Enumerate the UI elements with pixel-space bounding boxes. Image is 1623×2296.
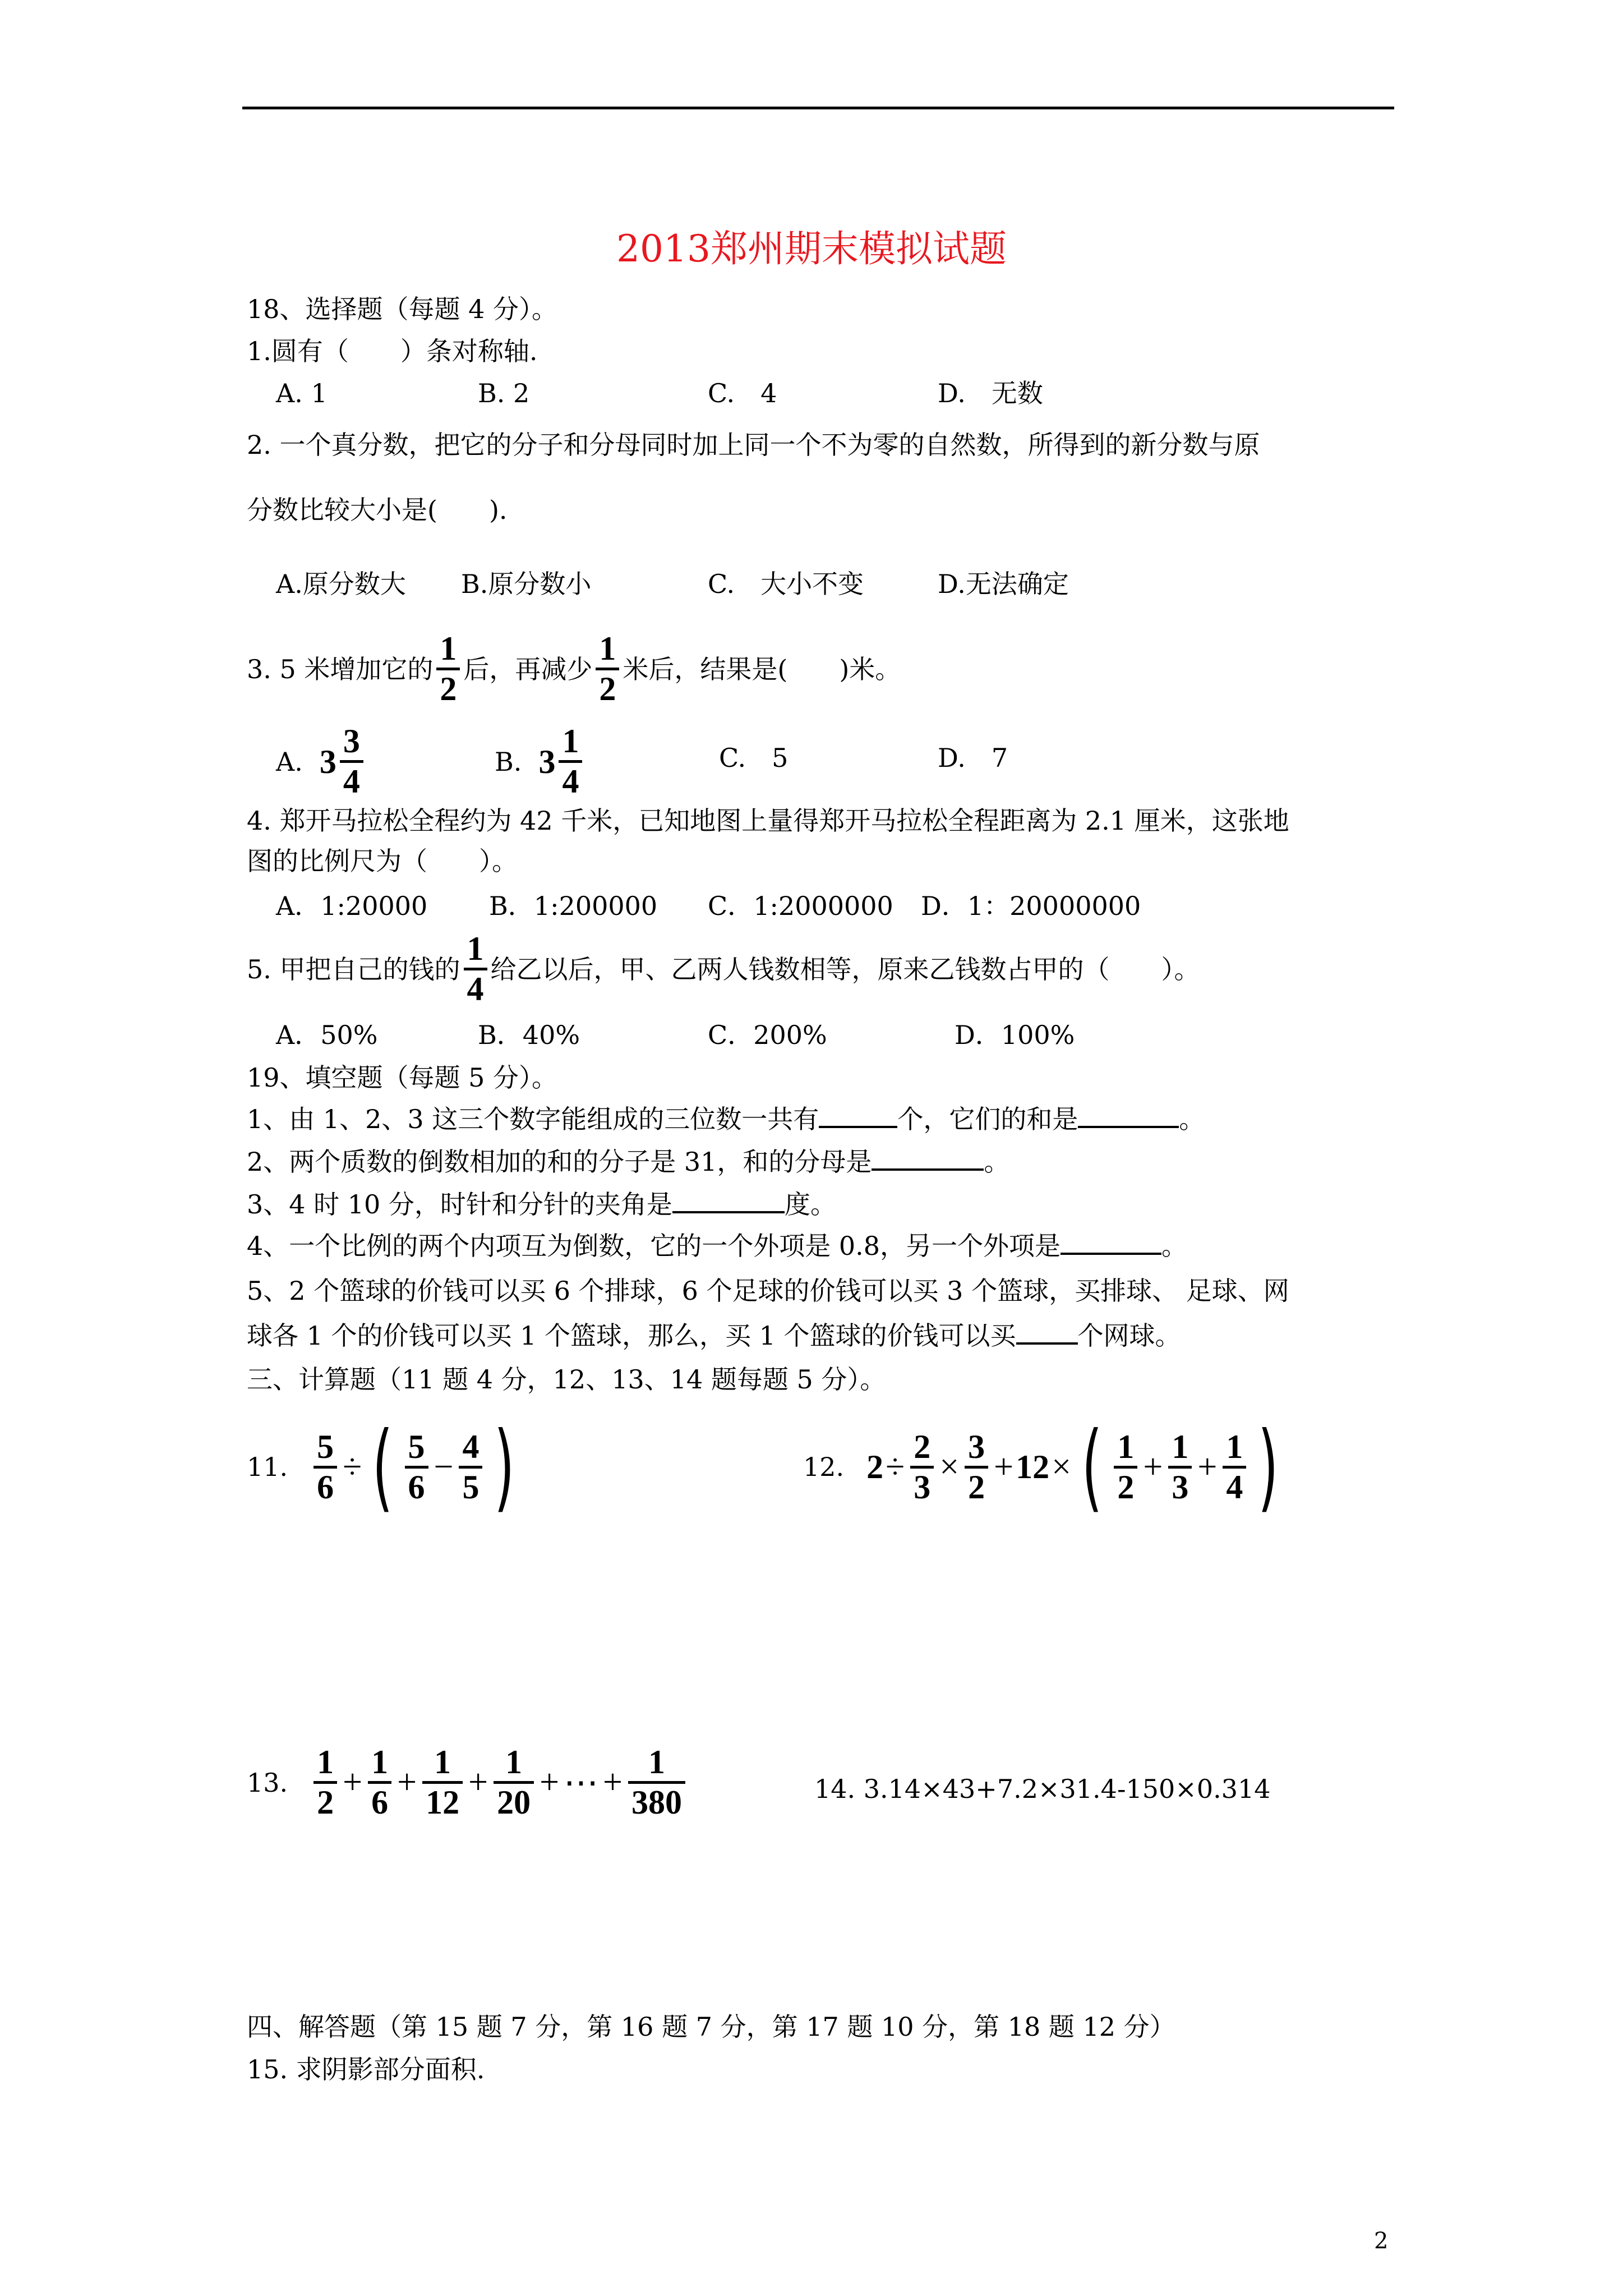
q3-option-c: C. 5 — [719, 743, 789, 773]
q3-a-fraction — [340, 724, 363, 799]
q13-f4-num: 1 — [505, 1743, 523, 1780]
q12-f1-den: 3 — [910, 1466, 934, 1505]
q13-ellipsis: ⋯ — [564, 1764, 599, 1802]
q13-frac-3 — [422, 1745, 463, 1820]
q11-op-divide: ÷ — [343, 1447, 362, 1486]
q13-plus-5: + — [603, 1763, 623, 1801]
fill-4-blank[interactable] — [1061, 1236, 1161, 1255]
section-4-heading: 四、解答题（第 15 题 7 分，第 16 题 7 分，第 17 题 10 分，第 18 题 12 分） — [247, 2012, 1175, 2042]
fill-3-part1: 3、4 时 10 分，时针和分针的夹角是 — [247, 1189, 672, 1220]
section-18-heading: 18、选择题（每题 4 分）。 — [247, 294, 558, 324]
fill-3 — [247, 1189, 836, 1220]
q2-stem-line2: 分数比较大小是( ). — [247, 495, 508, 525]
q12-f4-num: 1 — [1172, 1428, 1189, 1465]
q3-frac1-num: 1 — [440, 630, 457, 667]
fill-5-line1: 5、2 个篮球的价钱可以买 6 个排球，6 个足球的价钱可以买 3 个篮球，买排球、 足球、网 — [247, 1276, 1289, 1306]
q12-left-paren: ( — [1082, 1411, 1103, 1522]
q12-frac-4 — [1168, 1429, 1192, 1505]
q12-op-4: × — [1052, 1447, 1072, 1486]
q12-f2-num: 3 — [968, 1428, 985, 1465]
fill-2 — [247, 1149, 1009, 1175]
q12-label: 12. — [803, 1452, 845, 1482]
q3-stem-part1: 3. 5 米增加它的 — [247, 654, 434, 684]
fill-2-part2: 。 — [984, 1147, 1010, 1177]
q15-stem: 15. 求阴影部分面积. — [247, 2054, 485, 2085]
q11-label: 11. — [247, 1452, 288, 1482]
fill-5-part1: 球各 1 个的价钱可以买 1 个篮球，那么，买 1 个篮球的价钱可以买 — [247, 1320, 1016, 1351]
q13-f1-num: 1 — [317, 1743, 334, 1780]
q12-whole-1: 2 — [866, 1448, 884, 1485]
q5-option-d: D．100% — [955, 1020, 1075, 1050]
q12-f3-num: 1 — [1117, 1428, 1135, 1465]
calc-q12 — [803, 1411, 1287, 1522]
fill-3-part2: 度。 — [784, 1189, 836, 1220]
q13-f1-den: 2 — [313, 1781, 337, 1820]
q12-frac-5 — [1223, 1429, 1246, 1505]
q11-frac-3 — [459, 1429, 482, 1505]
q5-stem — [247, 931, 1200, 1007]
q3-option-d: D. 7 — [938, 743, 1008, 773]
fill-3-blank[interactable] — [672, 1194, 785, 1213]
q5-option-b: B．40% — [478, 1020, 580, 1050]
q3-b-fraction — [559, 724, 582, 799]
calc-q13 — [247, 1745, 689, 1820]
fill-1-blank-2[interactable] — [1078, 1109, 1179, 1128]
q11-op-minus: − — [434, 1447, 454, 1486]
fill-4-part2: 。 — [1161, 1231, 1188, 1261]
q11-f1-den: 6 — [313, 1466, 337, 1505]
q12-op-5: + — [1143, 1447, 1163, 1486]
fill-5-part2: 个网球。 — [1077, 1320, 1181, 1351]
q3-b-whole: 3 — [538, 743, 556, 780]
q13-f5-num: 1 — [648, 1743, 665, 1780]
fill-1-blank-1[interactable] — [819, 1109, 897, 1128]
q3-a-label: A. — [276, 746, 303, 777]
q11-f2-den: 6 — [405, 1466, 428, 1505]
q3-stem-part2: 后，再减少 — [463, 654, 593, 684]
q4-option-c: C．1:2000000 — [708, 891, 893, 921]
q12-right-paren: ) — [1258, 1411, 1279, 1522]
q3-a-num: 3 — [343, 723, 360, 760]
q4-option-a: A．1:20000 — [276, 891, 428, 921]
q12-f3-den: 2 — [1114, 1466, 1137, 1505]
q11-right-paren: ) — [494, 1411, 515, 1522]
q13-plus-2: + — [397, 1763, 417, 1801]
fill-2-blank[interactable] — [872, 1152, 984, 1171]
section-19-heading: 19、填空题（每题 5 分）。 — [247, 1062, 558, 1093]
q11-f1-num: 5 — [317, 1428, 334, 1465]
fill-5-blank[interactable] — [1016, 1326, 1078, 1345]
q3-frac1-den: 2 — [436, 668, 460, 707]
q3-stem — [247, 631, 901, 707]
q1-stem: 1.圆有（ ）条对称轴. — [247, 336, 538, 366]
q4-option-d: D．1：20000000 — [921, 891, 1141, 921]
q13-f5-den: 380 — [628, 1781, 685, 1820]
q13-frac-4 — [494, 1745, 534, 1820]
q3-frac2-den: 2 — [596, 668, 619, 707]
header-rule — [242, 107, 1394, 109]
q12-op-2: × — [939, 1447, 960, 1486]
q11-f3-den: 5 — [459, 1466, 482, 1505]
q13-label: 13. — [247, 1767, 288, 1798]
q13-f2-den: 6 — [368, 1781, 391, 1820]
q3-frac2-num: 1 — [599, 630, 616, 667]
page-title: 2013郑州期末模拟试题 — [616, 227, 1007, 270]
q2-option-d: D.无法确定 — [938, 569, 1069, 599]
q13-f3-num: 1 — [434, 1743, 451, 1780]
q13-plus-3: + — [468, 1763, 488, 1801]
section-3-heading: 三、计算题（11 题 4 分，12、13、14 题每题 5 分）。 — [247, 1364, 886, 1395]
q2-option-c: C. 大小不变 — [708, 569, 864, 599]
q13-plus-1: + — [343, 1763, 363, 1801]
q12-frac-2 — [965, 1429, 988, 1505]
q3-a-den: 4 — [340, 760, 363, 799]
q3-fraction-2 — [596, 631, 619, 707]
q12-op-3: + — [994, 1447, 1014, 1486]
q12-f2-den: 2 — [965, 1466, 988, 1505]
q5-frac-den: 4 — [464, 968, 487, 1007]
q11-f2-num: 5 — [408, 1428, 425, 1465]
q5-stem-part2: 给乙以后，甲、乙两人钱数相等，原来乙钱数占甲的（ ）。 — [490, 954, 1200, 984]
q13-plus-4: + — [540, 1763, 560, 1801]
q12-frac-1 — [910, 1429, 934, 1505]
q3-b-num: 1 — [562, 723, 579, 760]
q4-option-b: B．1:200000 — [489, 891, 658, 921]
q13-f2-num: 1 — [371, 1743, 389, 1780]
q13-frac-2 — [368, 1745, 391, 1820]
q5-frac-num: 1 — [467, 930, 484, 967]
fill-4-part1: 4、一个比例的两个内项互为倒数，它的一个外项是 0.8，另一个外项是 — [247, 1231, 1061, 1261]
q1-option-d: D. 无数 — [938, 378, 1043, 408]
calc-q11 — [247, 1411, 523, 1522]
q12-frac-3 — [1114, 1429, 1137, 1505]
calc-q14: 14. 3.14×43+7.2×31.4-150×0.314 — [814, 1774, 1271, 1804]
q3-a-whole: 3 — [319, 743, 336, 780]
q3-option-a — [276, 724, 367, 799]
q12-whole-2: 12 — [1016, 1448, 1050, 1485]
fill-2-part1: 2、两个质数的倒数相加的和的分子是 31，和的分母是 — [247, 1147, 872, 1177]
q13-f3-den: 12 — [422, 1781, 463, 1820]
q12-f1-num: 2 — [914, 1428, 931, 1465]
q3-b-label: B. — [495, 746, 522, 777]
fill-1-part2: 个，它们的和是 — [897, 1104, 1078, 1134]
q13-f4-den: 20 — [494, 1781, 534, 1820]
q3-b-den: 4 — [559, 760, 582, 799]
q11-frac-1 — [313, 1429, 337, 1505]
q3-option-b — [495, 724, 585, 799]
fill-1 — [247, 1106, 1205, 1132]
q5-stem-part1: 5. 甲把自己的钱的 — [247, 954, 460, 984]
q11-f3-num: 4 — [462, 1428, 479, 1465]
q4-stem-line2: 图的比例尺为（ ）。 — [247, 846, 518, 876]
q1-option-a: A. 1 — [276, 378, 328, 408]
q11-left-paren: ( — [372, 1411, 393, 1522]
fill-1-part1: 1、由 1、2、3 这三个数字能组成的三位数一共有 — [247, 1104, 819, 1134]
q5-option-a: A．50% — [276, 1020, 378, 1050]
q12-op-6: + — [1197, 1447, 1218, 1486]
q1-option-c: C. 4 — [708, 378, 777, 408]
q1-option-b: B. 2 — [478, 378, 530, 408]
q3-fraction-1 — [436, 631, 460, 707]
fill-4 — [247, 1233, 1187, 1259]
q5-option-c: C．200% — [708, 1020, 827, 1050]
q13-frac-5 — [628, 1745, 685, 1820]
q12-f5-num: 1 — [1226, 1428, 1243, 1465]
q2-option-a: A.原分数大 — [276, 569, 406, 599]
q4-stem-line1: 4. 郑开马拉松全程约为 42 千米，已知地图上量得郑开马拉松全程距离为 2.1 厘米，这张地 — [247, 806, 1289, 836]
q12-op-1: ÷ — [886, 1447, 905, 1486]
q3-stem-part3: 米后，结果是( )米。 — [623, 654, 901, 684]
fill-1-part3: 。 — [1179, 1104, 1205, 1134]
q13-frac-1 — [313, 1745, 337, 1820]
page-number: 2 — [1374, 2228, 1389, 2254]
fill-5-line2 — [247, 1320, 1181, 1351]
q11-frac-2 — [405, 1429, 428, 1505]
q12-f4-den: 3 — [1168, 1466, 1192, 1505]
q2-option-b: B.原分数小 — [461, 569, 592, 599]
q2-stem-line1: 2. 一个真分数，把它的分子和分母同时加上同一个不为零的自然数，所得到的新分数与原 — [247, 430, 1260, 460]
q12-f5-den: 4 — [1223, 1466, 1246, 1505]
q5-fraction — [464, 931, 487, 1007]
